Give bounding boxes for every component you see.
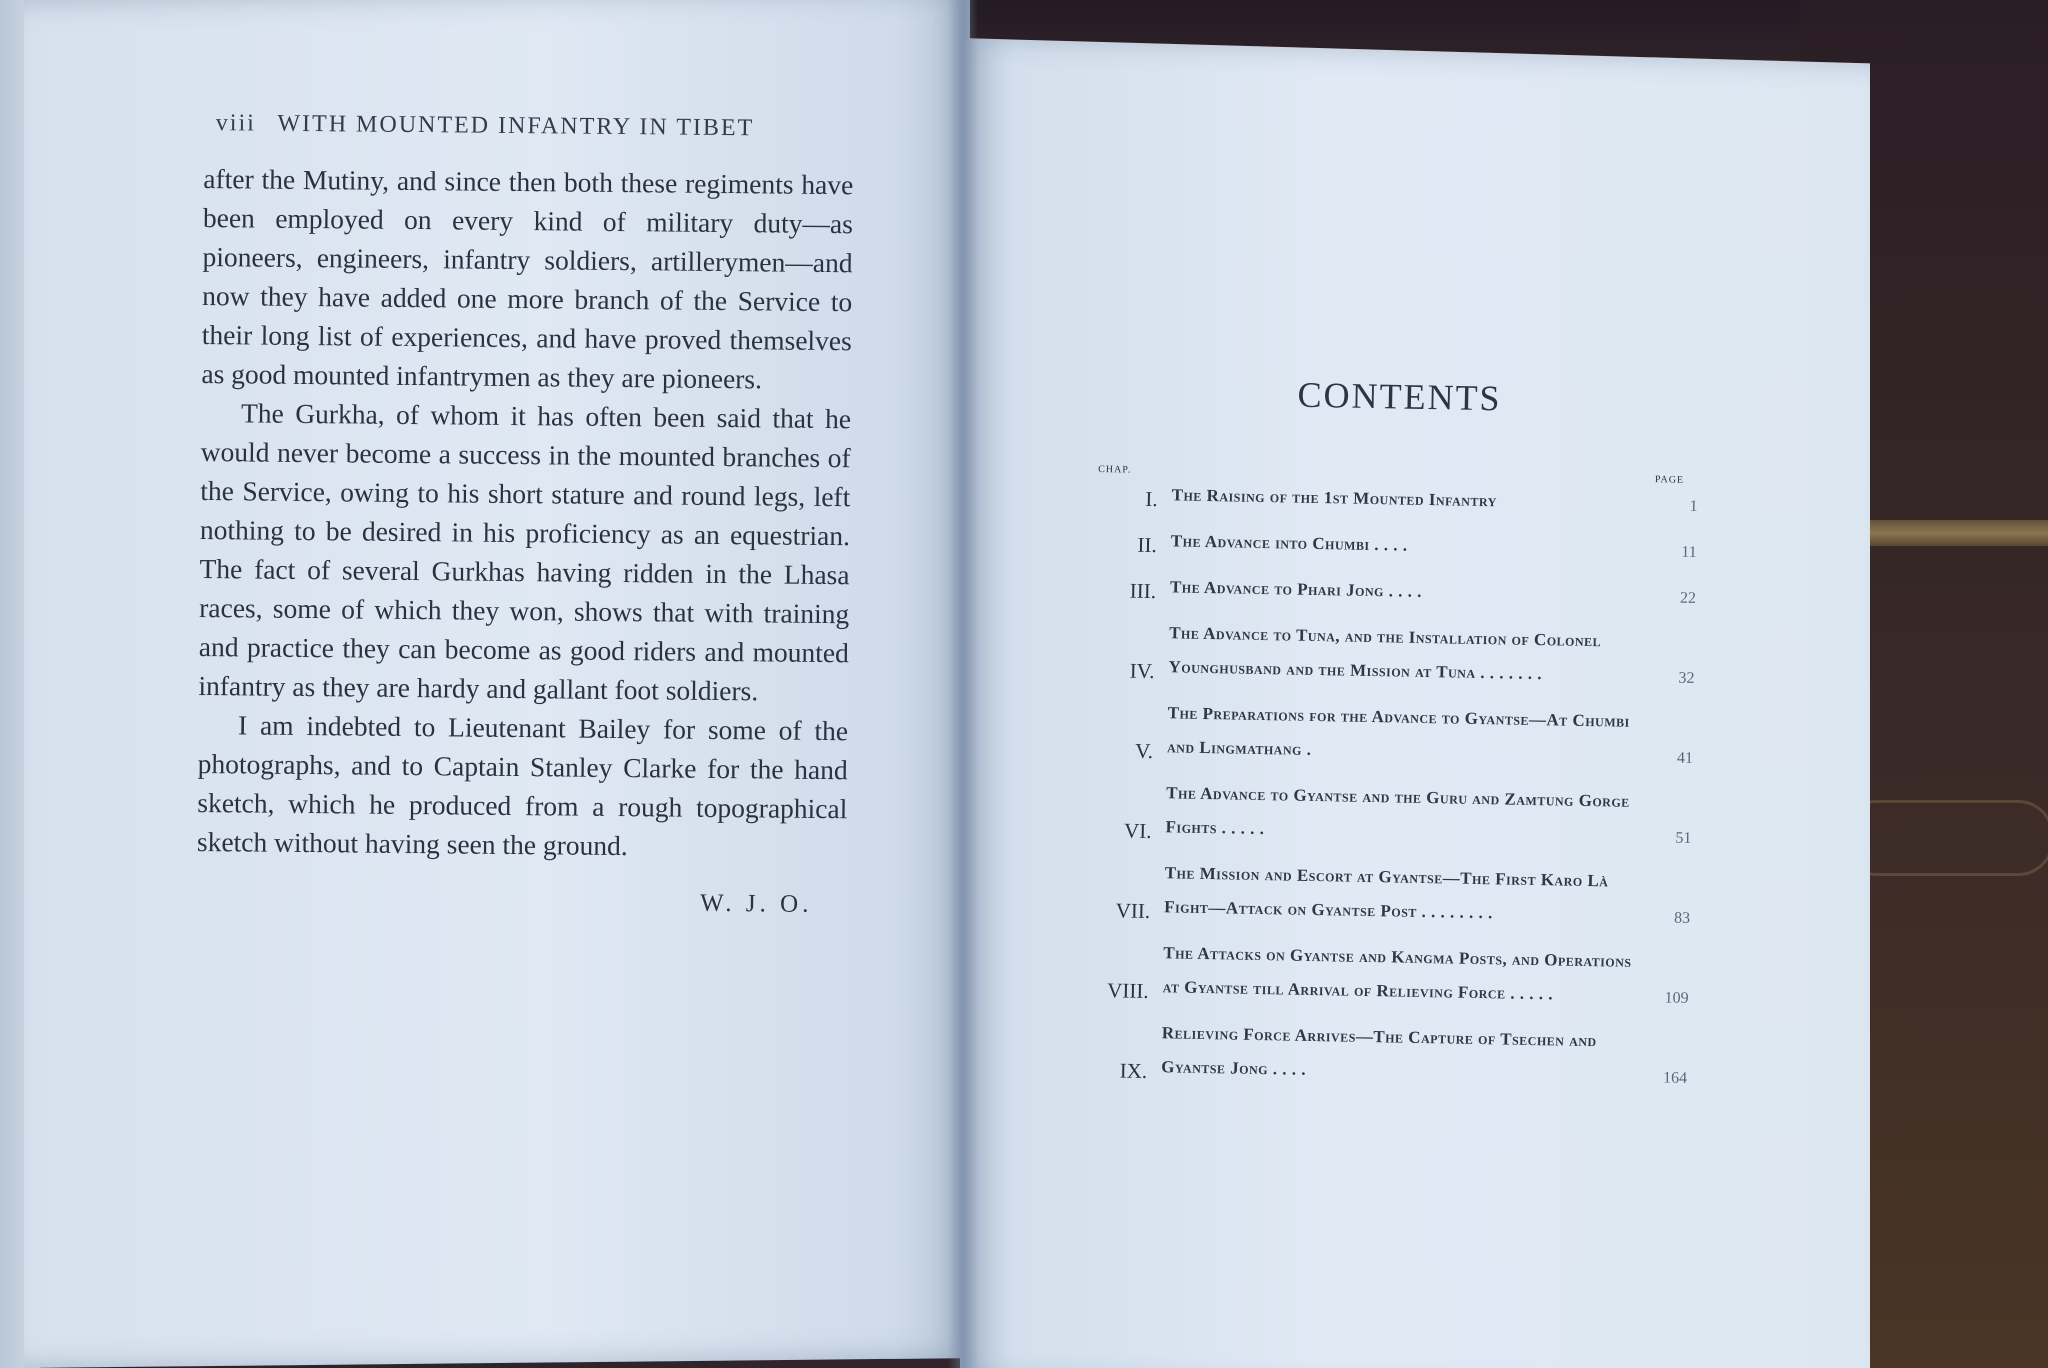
contents-entry: [1093, 695, 1694, 774]
running-head: [216, 110, 854, 143]
left-page-text: [196, 110, 854, 919]
body-paragraph: The Gurkha, of whom it has often been said that he would never become a success in the mounted branches of the Service, owing to his short stature and round legs, left nothing to be desired in his proficiency as an equestrian. The fact of several Gurkhas having ridden in the Lhasa races, some of which they won, shows that with training and practice they can become as good riders and mounted infantry as they are hardy and gallant foot soldiers.: [198, 397, 852, 707]
contents-entry: [1091, 775, 1692, 854]
chapter-number: V.: [1135, 738, 1154, 764]
chapter-number: II.: [1137, 532, 1158, 558]
chapter-number: VIII.: [1107, 978, 1149, 1003]
scroll-ornament-decoration: [1840, 800, 2048, 876]
chapter-title: The Advance to Gyantse and the Guru and Zamtung Gorge Fights . . . . .: [1165, 783, 1630, 839]
chapter-title: Relieving Force Arrives—The Capture of Tsechen and Gyantse Jong . . . .: [1161, 1023, 1597, 1079]
chapter-page-number: 1: [1689, 497, 1698, 515]
chapter-page-number: 41: [1676, 749, 1694, 767]
chapter-title: The Attacks on Gyantse and Kangma Posts, and Operations at Gyantse till Arrival of Relieving Force . . . . .: [1162, 943, 1632, 1004]
chapter-number: III.: [1129, 578, 1157, 604]
chapter-title: The Advance into Chumbi . . . .: [1170, 531, 1408, 555]
chap-column-label: CHAP.: [1098, 463, 1132, 476]
chapter-page-number: 83: [1673, 909, 1691, 927]
chapter-number: VII.: [1115, 898, 1151, 924]
author-initials: W. J. O.: [699, 889, 813, 918]
chapter-page-number: 109: [1664, 989, 1689, 1007]
page-column-label: PAGE: [1654, 474, 1685, 486]
contents-title: CONTENTS: [1297, 374, 1502, 419]
chapter-page-number: 164: [1662, 1069, 1688, 1087]
chapter-number: I.: [1145, 486, 1158, 512]
contents-entry: [1097, 523, 1698, 568]
contents-page-text: [1087, 370, 1700, 1106]
contents-entry: [1096, 569, 1697, 614]
contents-entry: [1090, 855, 1691, 934]
body-paragraph: I am indebted to Lieutenant Bailey for some of the photographs, and to Captain Stanley Clarke for the hand sketch, which he produced from a rough topographical sketch without having seen the ground.: [196, 709, 849, 862]
chapter-page-number: 11: [1681, 543, 1697, 561]
book-gutter: [948, 0, 978, 1368]
contents-entry: [1094, 615, 1695, 694]
chapter-title: The Advance to Phari Jong . . . .: [1169, 577, 1423, 601]
body-paragraph: after the Mutiny, and since then both these regiments have been employed on every kind of military duty—as pioneers, engineers, infantry soldiers, artillerymen—and now they have added one more branch of the Service to their long list of experiences, and have proved themselves as good mounted infantrymen as they are pioneers.: [201, 162, 854, 395]
chapter-number: IX.: [1119, 1058, 1148, 1083]
chapter-title: The Preparations for the Advance to Gyantse—At Chumbi and Lingmathang .: [1166, 703, 1630, 759]
contents-entry: [1088, 935, 1689, 1014]
contents-list: [1087, 477, 1698, 1094]
running-head-title: WITH MOUNTED INFANTRY IN TIBET: [277, 110, 755, 142]
chapter-page-number: 32: [1678, 669, 1695, 687]
chapter-number: IV.: [1129, 658, 1155, 684]
chapter-page-number: 22: [1679, 589, 1697, 607]
page-folio: viii: [215, 110, 257, 137]
chapter-page-number: 51: [1675, 829, 1692, 847]
chapter-number: VI.: [1123, 818, 1152, 844]
chapter-title: The Advance to Tuna, and the Installation of Colonel Younghusband and the Mission at Tuna . . . . . . .: [1168, 623, 1602, 684]
chapter-title: The Raising of the 1st Mounted Infantry: [1171, 485, 1498, 511]
contents-entry: [1087, 1015, 1688, 1094]
chapter-title: The Mission and Escort at Gyantse—The First Karo Là Fight—Attack on Gyantse Post . . . . . . . .: [1164, 863, 1609, 923]
